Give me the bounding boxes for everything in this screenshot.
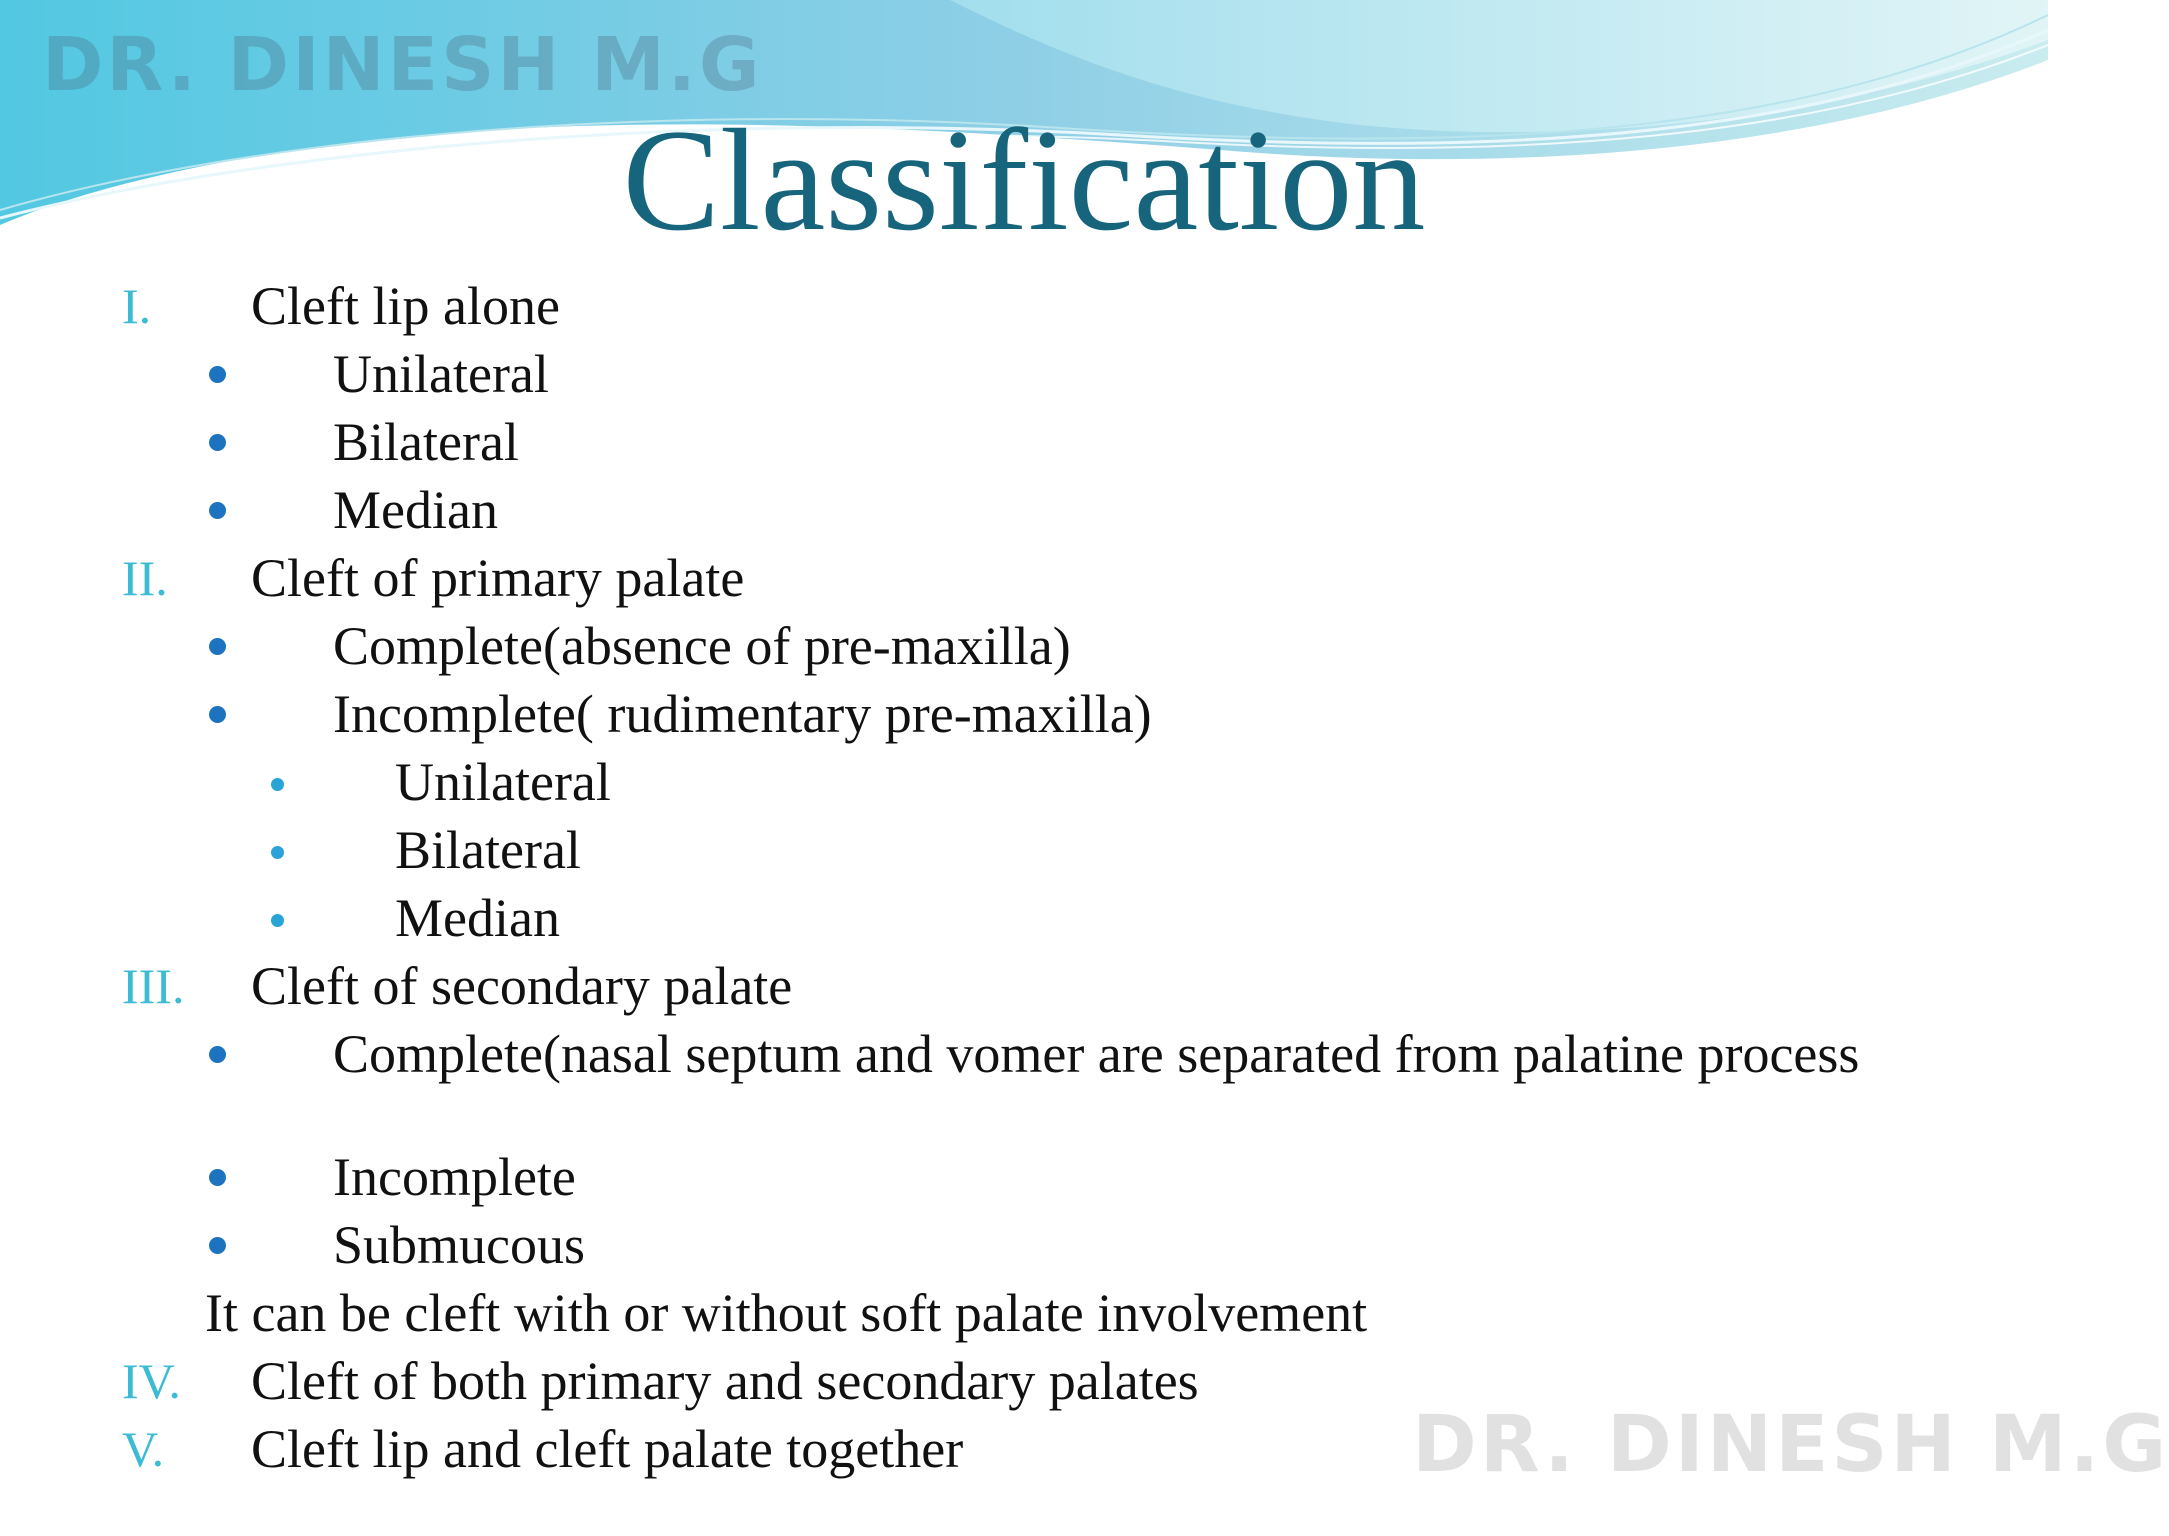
bullet-icon	[209, 638, 226, 655]
classification-list	[0, 272, 2048, 1483]
numeral-3: III.	[122, 958, 185, 1014]
section-heading: Cleft of secondary palate	[251, 956, 793, 1016]
bullet-icon	[209, 1169, 226, 1186]
bullet-icon	[209, 706, 226, 723]
sub-bullet-icon	[271, 914, 284, 927]
section-heading: Cleft lip and cleft palate together	[251, 1419, 964, 1479]
sub-list-item-text: Unilateral	[395, 752, 611, 812]
bullet-icon	[209, 366, 226, 383]
list-item	[0, 1020, 2048, 1143]
section-1	[0, 272, 2048, 340]
section-heading: Cleft of primary palate	[251, 548, 745, 608]
list-item-text: Bilateral	[333, 412, 519, 472]
slide-title: Classification	[622, 99, 1426, 261]
numeral-4: IV.	[122, 1353, 181, 1409]
numeral-5: V.	[122, 1421, 165, 1477]
list-item	[0, 1143, 2048, 1211]
section-heading: Cleft of both primary and secondary palates	[251, 1351, 1199, 1411]
bullet-icon	[209, 1046, 226, 1063]
list-item	[0, 408, 2048, 476]
list-item-text: Complete(nasal septum and vomer are separated from palatine process	[333, 1024, 1860, 1084]
bullet-icon	[209, 434, 226, 451]
bullet-icon	[209, 1237, 226, 1254]
list-item	[0, 476, 2048, 544]
list-item	[0, 612, 2048, 680]
list-item-text: Unilateral	[333, 344, 549, 404]
section-2	[0, 544, 2048, 612]
list-item	[0, 1211, 2048, 1279]
bullet-icon	[209, 502, 226, 519]
sub-list-item	[0, 816, 2048, 884]
list-item-text: Complete(absence of pre-maxilla)	[333, 616, 1071, 676]
sub-list-item	[0, 884, 2048, 952]
list-item-text: Incomplete( rudimentary pre-maxilla)	[333, 684, 1152, 744]
section-heading: Cleft lip alone	[251, 276, 560, 336]
list-item	[0, 680, 2048, 748]
sub-list-item-text: Median	[395, 888, 560, 948]
sub-list-item	[0, 748, 2048, 816]
section-note	[0, 1279, 2048, 1347]
sub-bullet-icon	[271, 778, 284, 791]
watermark-top: DR. DINESH M.G	[42, 22, 763, 108]
list-item-text: Submucous	[333, 1215, 586, 1275]
section-3	[0, 952, 2048, 1020]
list-item	[0, 340, 2048, 408]
sub-bullet-icon	[271, 846, 284, 859]
list-item-text: Median	[333, 480, 498, 540]
note-text: It can be cleft with or without soft palate involvement	[205, 1283, 1368, 1343]
list-item-text: Incomplete	[333, 1147, 576, 1207]
numeral-2: II.	[122, 550, 168, 606]
watermark-bottom: DR. DINESH M.G	[1412, 1400, 2169, 1490]
numeral-1: I.	[122, 278, 152, 334]
sub-list-item-text: Bilateral	[395, 820, 581, 880]
